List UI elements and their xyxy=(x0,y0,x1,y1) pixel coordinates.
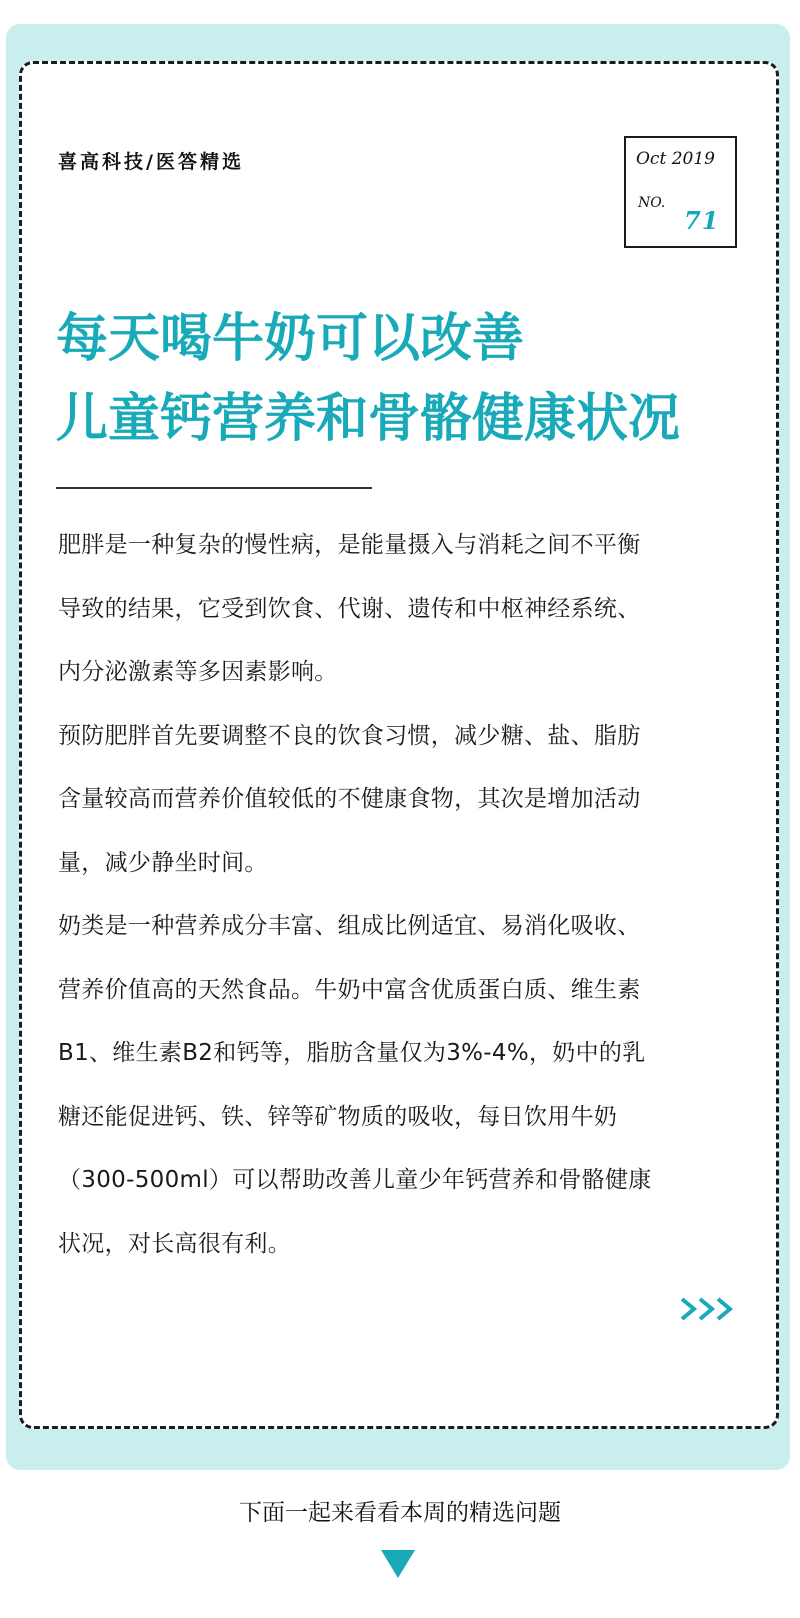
issue-number-label: NO. xyxy=(638,195,666,211)
body-line: 营养价值高的天然食品。牛奶中富含优质蛋白质、维生素 xyxy=(58,976,641,1003)
body-line: 导致的结果，它受到饮食、代谢、遗传和中枢神经系统、 xyxy=(58,595,641,622)
issue-stamp xyxy=(624,136,737,248)
article-body xyxy=(58,530,744,1292)
body-line: 量，减少静坐时间。 xyxy=(58,849,268,876)
issue-number: 71 xyxy=(684,206,720,235)
footer-caption: 下面一起来看看本周的精选问题 xyxy=(239,1500,561,1526)
body-line: B1、维生素B2和钙等，脂肪含量仅为3%-4%，奶中的乳 xyxy=(58,1040,646,1066)
body-line: 含量较高而营养价值较低的不健康食物，其次是增加活动 xyxy=(58,786,641,812)
body-line: （300-500ml）可以帮助改善儿童少年钙营养和骨骼健康 xyxy=(58,1167,652,1193)
article-title-line-1: 每天喝牛奶可以改善 xyxy=(56,309,525,369)
issue-date: Oct 2019 xyxy=(636,149,715,169)
brand-label: 喜高科技/医答精选 xyxy=(58,151,244,173)
triple-chevron-right-icon[interactable] xyxy=(680,1296,740,1322)
body-line: 预防肥胖首先要调整不良的饮食习惯，减少糖、盐、脂肪 xyxy=(58,722,641,749)
body-line: 糖还能促进钙、铁、锌等矿物质的吸收，每日饮用牛奶 xyxy=(58,1103,618,1130)
triangle-down-icon xyxy=(381,1550,415,1578)
body-line: 内分泌激素等多因素影响。 xyxy=(58,659,338,685)
article-title-line-2: 儿童钙营养和骨骼健康状况 xyxy=(56,389,681,449)
body-line: 状况，对长高很有利。 xyxy=(58,1230,291,1257)
title-divider xyxy=(56,487,372,489)
body-line: 奶类是一种营养成分丰富、组成比例适宜、易消化吸收、 xyxy=(58,913,641,939)
body-line: 肥胖是一种复杂的慢性病，是能量摄入与消耗之间不平衡 xyxy=(58,532,641,558)
